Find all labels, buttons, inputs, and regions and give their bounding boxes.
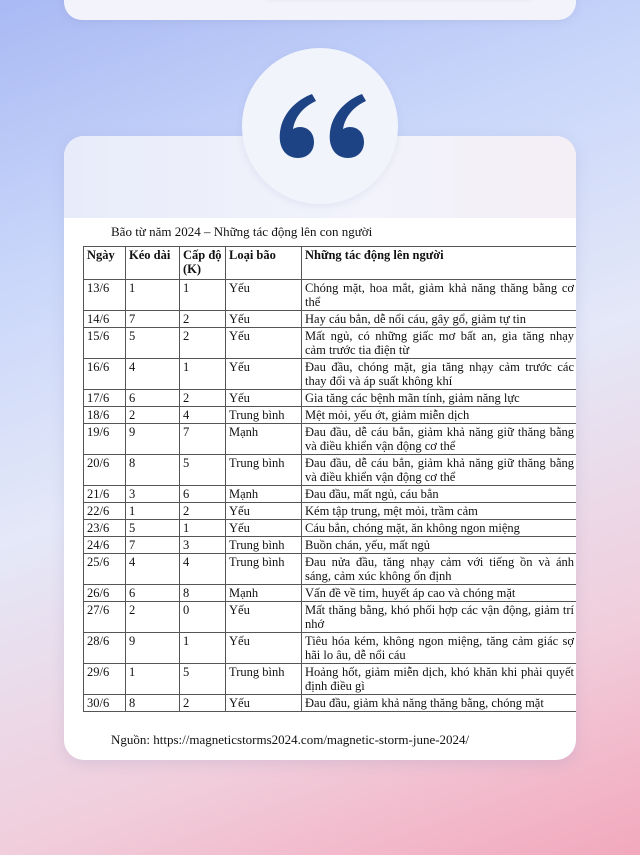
cell-level: 2	[180, 328, 226, 359]
cell-duration: 4	[126, 359, 180, 390]
cell-duration: 6	[126, 390, 180, 407]
cell-level: 5	[180, 455, 226, 486]
cell-duration: 1	[126, 280, 180, 311]
cell-date: 25/6	[84, 554, 126, 585]
cell-date: 26/6	[84, 585, 126, 602]
cell-storm-type: Mạnh	[226, 424, 302, 455]
cell-date: 18/6	[84, 407, 126, 424]
cell-level: 2	[180, 695, 226, 712]
header-date: Ngày	[84, 247, 126, 280]
cell-level: 4	[180, 554, 226, 585]
cell-date: 28/6	[84, 633, 126, 664]
table-row	[84, 390, 577, 407]
cell-level: 8	[180, 585, 226, 602]
cell-storm-type: Yếu	[226, 328, 302, 359]
table-row	[84, 520, 577, 537]
cell-storm-type: Yếu	[226, 695, 302, 712]
cell-storm-type: Yếu	[226, 359, 302, 390]
cell-level: 5	[180, 664, 226, 695]
cell-level: 6	[180, 486, 226, 503]
table-row	[84, 695, 577, 712]
cell-storm-type: Yếu	[226, 520, 302, 537]
source-citation: Nguồn: https://magneticstorms2024.com/magnetic-storm-june-2024/	[111, 732, 470, 747]
cell-duration: 5	[126, 520, 180, 537]
cell-level: 1	[180, 280, 226, 311]
cell-impacts: Hoảng hốt, giảm miễn dịch, khó khăn khi phải quyết định điều gì	[302, 664, 577, 695]
cell-duration: 9	[126, 633, 180, 664]
cell-level: 3	[180, 537, 226, 554]
cell-impacts: Đau đầu, giảm khả năng thăng bằng, chóng mặt	[302, 695, 577, 712]
cell-level: 0	[180, 602, 226, 633]
table-row	[84, 664, 577, 695]
table-row	[84, 455, 577, 486]
cell-impacts: Đau đầu, mất ngủ, cáu bẳn	[302, 486, 577, 503]
cell-date: 20/6	[84, 455, 126, 486]
table-row	[84, 537, 577, 554]
cell-impacts: Chóng mặt, hoa mắt, giảm khả năng thăng bằng cơ thể	[302, 280, 577, 311]
cell-duration: 8	[126, 695, 180, 712]
table-row	[84, 585, 577, 602]
cell-date: 29/6	[84, 664, 126, 695]
cell-duration: 1	[126, 503, 180, 520]
cell-duration: 2	[126, 407, 180, 424]
cell-impacts: Cáu bẳn, chóng mặt, ăn không ngon miệng	[302, 520, 577, 537]
cell-impacts: Buồn chán, yếu, mất ngủ	[302, 537, 577, 554]
cell-impacts: Vấn đề về tim, huyết áp cao và chóng mặt	[302, 585, 577, 602]
cell-storm-type: Trung bình	[226, 407, 302, 424]
cell-duration: 6	[126, 585, 180, 602]
cell-storm-type: Yếu	[226, 633, 302, 664]
table-row	[84, 602, 577, 633]
table-row	[84, 633, 577, 664]
cell-impacts: Đau đầu, chóng mặt, gia tăng nhạy cảm trước các thay đổi và áp suất không khí	[302, 359, 577, 390]
cell-date: 17/6	[84, 390, 126, 407]
cell-duration: 9	[126, 424, 180, 455]
cell-level: 1	[180, 633, 226, 664]
cell-impacts: Đau nửa đầu, tăng nhạy cảm với tiếng ồn và ánh sáng, cảm xúc không ổn định	[302, 554, 577, 585]
cell-level: 2	[180, 390, 226, 407]
cell-duration: 2	[126, 602, 180, 633]
cell-duration: 7	[126, 311, 180, 328]
table-row	[84, 311, 577, 328]
cell-impacts: Mệt mỏi, yếu ớt, giảm miễn dịch	[302, 407, 577, 424]
cell-storm-type: Trung bình	[226, 455, 302, 486]
cell-level: 1	[180, 520, 226, 537]
cell-date: 30/6	[84, 695, 126, 712]
cell-storm-type: Trung bình	[226, 554, 302, 585]
cell-impacts: Hay cáu bẳn, dễ nổi cáu, gây gổ, giảm tự tin	[302, 311, 577, 328]
cell-duration: 8	[126, 455, 180, 486]
header-level: Cấp độ (K)	[180, 247, 226, 280]
cell-date: 21/6	[84, 486, 126, 503]
header-storm-type: Loại bão	[226, 247, 302, 280]
cell-duration: 5	[126, 328, 180, 359]
table-row	[84, 503, 577, 520]
cell-impacts: Đau đầu, dễ cáu bẳn, giảm khả năng giữ thăng bằng và điều khiển vận động cơ thể	[302, 424, 577, 455]
quote-card	[64, 136, 576, 760]
cell-impacts: Mất ngủ, có những giấc mơ bất an, gia tăng nhạy cảm trước tia điện từ	[302, 328, 577, 359]
cell-date: 15/6	[84, 328, 126, 359]
table-caption: Bão từ năm 2024 – Những tác động lên con người	[111, 224, 373, 239]
cell-storm-type: Yếu	[226, 280, 302, 311]
quote-icon	[272, 90, 368, 160]
cell-impacts: Kém tập trung, mệt mỏi, trầm cảm	[302, 503, 577, 520]
cell-level: 1	[180, 359, 226, 390]
cell-storm-type: Mạnh	[226, 585, 302, 602]
cell-date: 24/6	[84, 537, 126, 554]
table-row	[84, 280, 577, 311]
cell-storm-type: Yếu	[226, 311, 302, 328]
cell-impacts: Mất thăng bằng, khó phối hợp các vận động, giảm trí nhớ	[302, 602, 577, 633]
top-card	[64, 0, 576, 20]
cell-date: 22/6	[84, 503, 126, 520]
storm-impact-table	[83, 246, 576, 712]
cell-impacts: Tiêu hóa kém, không ngon miệng, tăng cảm giác sợ hãi lo âu, dễ nổi cáu	[302, 633, 577, 664]
cell-date: 19/6	[84, 424, 126, 455]
cell-storm-type: Trung bình	[226, 664, 302, 695]
cell-date: 23/6	[84, 520, 126, 537]
cell-storm-type: Mạnh	[226, 486, 302, 503]
cell-storm-type: Yếu	[226, 602, 302, 633]
header-impacts: Những tác động lên người	[302, 247, 577, 280]
table-row	[84, 554, 577, 585]
table-row	[84, 328, 577, 359]
cell-storm-type: Yếu	[226, 503, 302, 520]
cell-duration: 1	[126, 664, 180, 695]
table-row	[84, 407, 577, 424]
cell-level: 7	[180, 424, 226, 455]
cell-storm-type: Yếu	[226, 390, 302, 407]
quote-badge	[242, 48, 398, 204]
table-header-row	[84, 247, 577, 280]
cell-storm-type: Trung bình	[226, 537, 302, 554]
cell-date: 13/6	[84, 280, 126, 311]
cell-duration: 7	[126, 537, 180, 554]
table-row	[84, 486, 577, 503]
cell-impacts: Đau đầu, dễ cáu bẳn, giảm khả năng giữ thăng bằng và điều khiển vận động cơ thể	[302, 455, 577, 486]
cell-duration: 4	[126, 554, 180, 585]
cell-impacts: Gia tăng các bệnh mãn tính, giảm năng lực	[302, 390, 577, 407]
cell-level: 4	[180, 407, 226, 424]
table-row	[84, 359, 577, 390]
cell-date: 16/6	[84, 359, 126, 390]
table-row	[84, 424, 577, 455]
cell-level: 2	[180, 503, 226, 520]
cell-date: 27/6	[84, 602, 126, 633]
cell-duration: 3	[126, 486, 180, 503]
cell-level: 2	[180, 311, 226, 328]
header-duration: Kéo dài	[126, 247, 180, 280]
cell-date: 14/6	[84, 311, 126, 328]
